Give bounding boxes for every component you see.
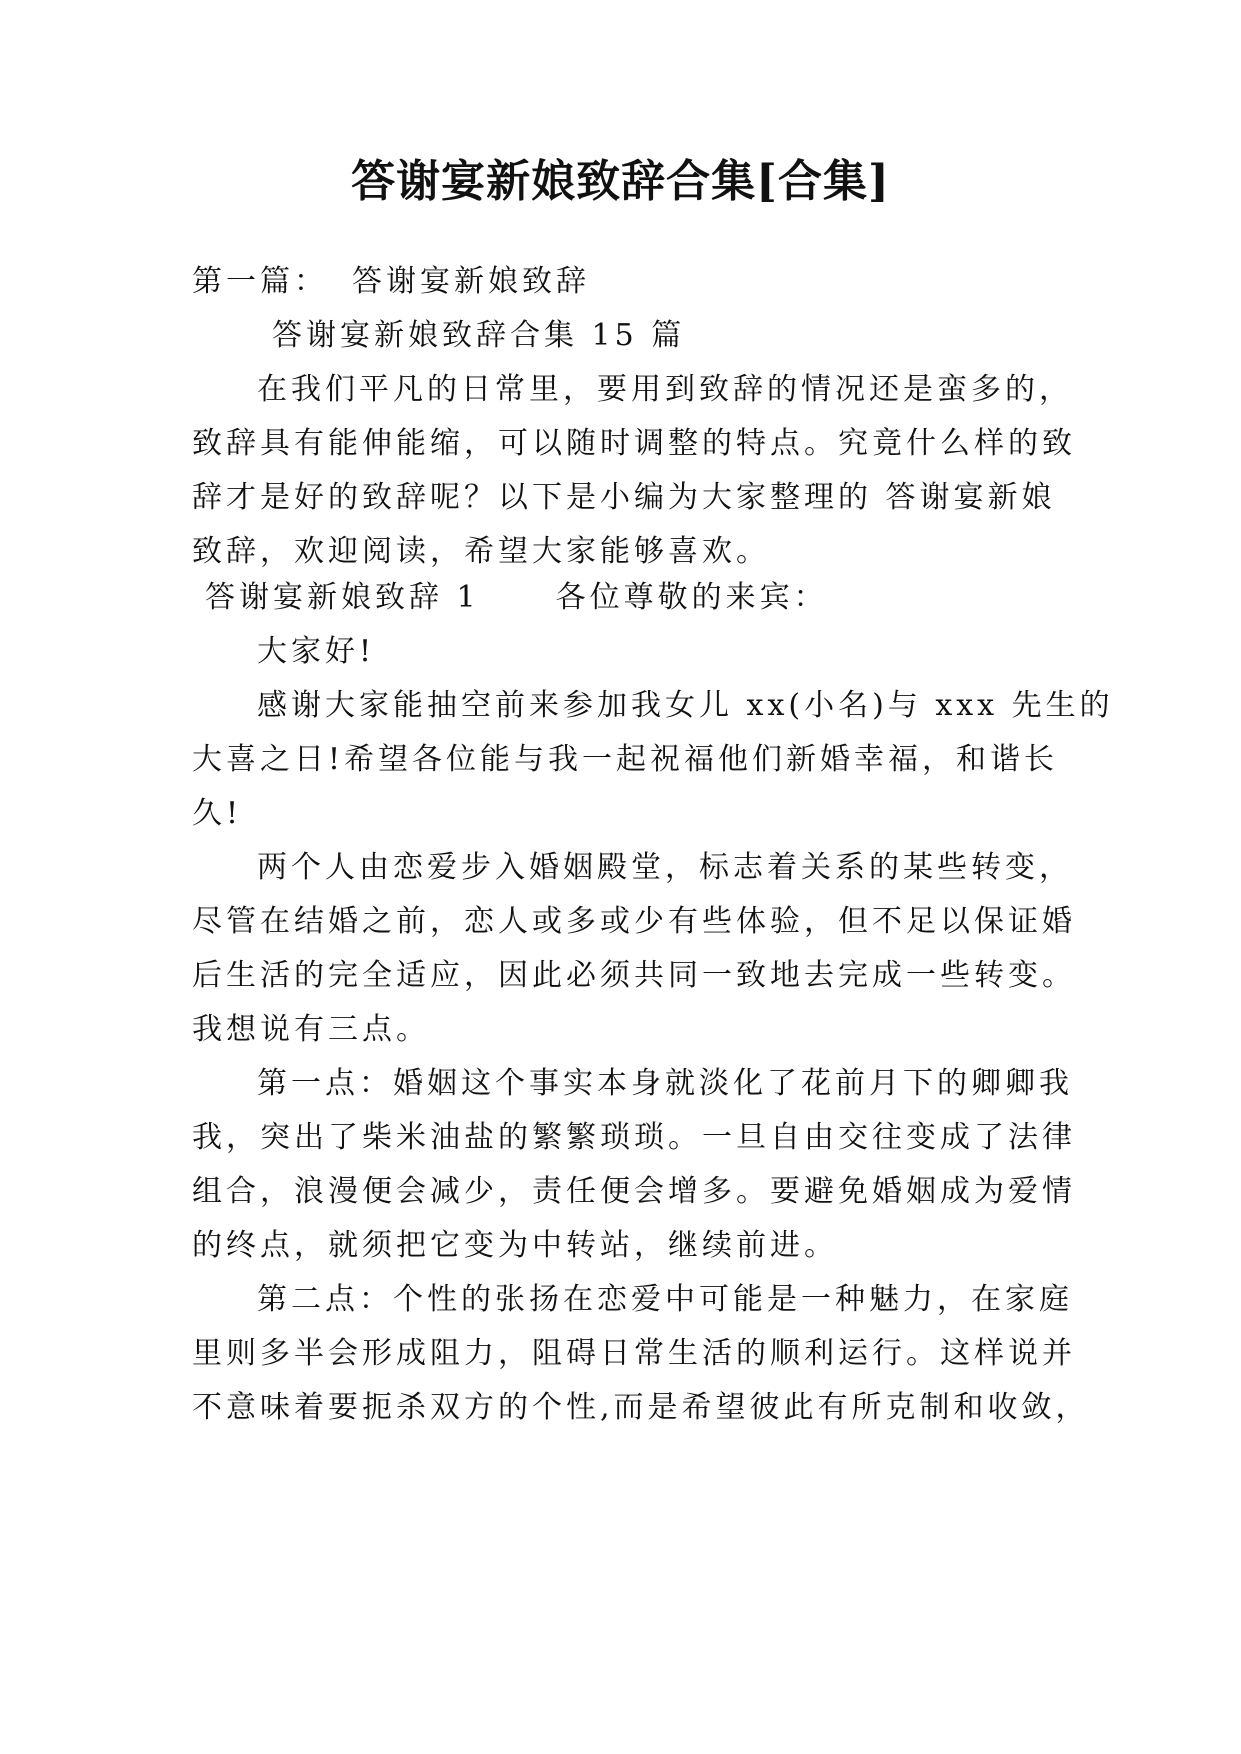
intro-line: 致辞具有能伸能缩，可以随时调整的特点。究竟什么样的致 [192, 426, 1076, 461]
intro-line: 辞才是好的致辞呢？以下是小编为大家整理的 答谢宴新娘 [192, 480, 1056, 515]
paragraph-line: 两个人由恋爱步入婚姻殿堂，标志着关系的某些转变， [257, 850, 1073, 885]
speech-greeting: 各位尊敬的来宾： [555, 580, 828, 615]
chapter-title: 答谢宴新娘致辞 [352, 264, 590, 299]
intro-line: 在我们平凡的日常里，要用到致辞的情况还是蛮多的， [257, 372, 1073, 407]
paragraph-line: 我想说有三点。 [192, 1012, 430, 1047]
paragraph-line: 大喜之日!希望各位能与我一起祝福他们新婚幸福，和谐长 [192, 742, 1059, 777]
paragraph-line: 感谢大家能抽空前来参加我女儿 xx(小名)与 xxx 先生的 [257, 688, 1114, 723]
paragraph-line: 第二点：个性的张扬在恋爱中可能是一种魅力，在家庭 [257, 1282, 1073, 1317]
paragraph-line: 的终点，就须把它变为中转站，继续前进。 [192, 1228, 838, 1263]
chapter-heading [192, 262, 590, 302]
speech-label: 答谢宴新娘致辞 1 [205, 580, 480, 615]
hello-line: 大家好! [257, 634, 376, 669]
paragraph-line: 我，突出了柴米油盐的繁繁琐琐。一旦自由交往变成了法律 [192, 1120, 1076, 1155]
speech-heading [205, 578, 828, 618]
chapter-label: 第一篇： [192, 264, 328, 299]
intro-line: 致辞，欢迎阅读，希望大家能够喜欢。 [192, 534, 770, 569]
paragraph-line: 组合，浪漫便会减少，责任便会增多。要避免婚姻成为爱情 [192, 1174, 1076, 1209]
paragraph-line: 里则多半会形成阻力，阻碍日常生活的顺利运行。这样说并 [192, 1336, 1076, 1371]
paragraph-line: 第一点：婚姻这个事实本身就淡化了花前月下的卿卿我 [257, 1066, 1073, 1101]
paragraph-line: 不意味着要扼杀双方的个性,而是希望彼此有所克制和收敛， [192, 1390, 1090, 1425]
collection-title: 答谢宴新娘致辞合集 15 篇 [272, 318, 686, 353]
paragraph-line: 尽管在结婚之前，恋人或多或少有些体验，但不足以保证婚 [192, 904, 1076, 939]
document-title: 答谢宴新娘致辞合集[合集] [351, 156, 890, 207]
paragraph-line: 后生活的完全适应，因此必须共同一致地去完成一些转变。 [192, 958, 1076, 993]
paragraph-line: 久! [192, 796, 243, 831]
